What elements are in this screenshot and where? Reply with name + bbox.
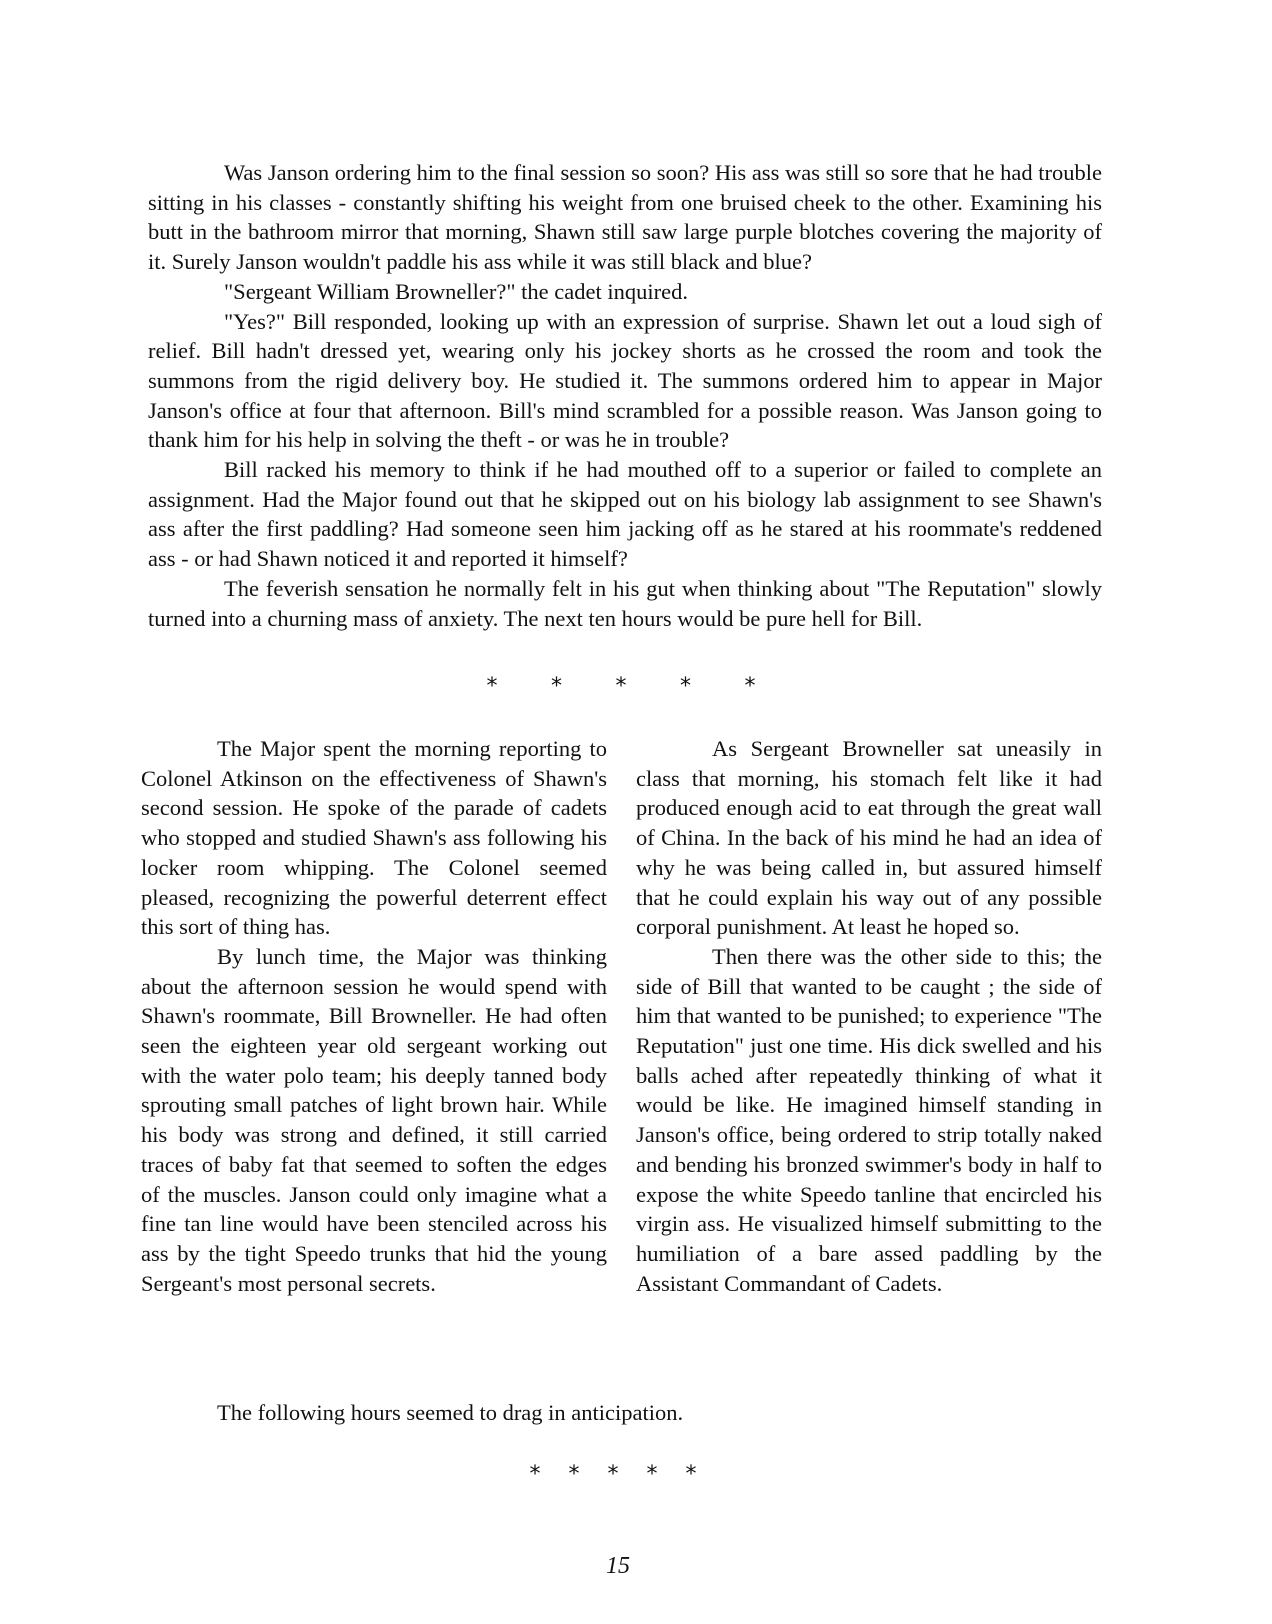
opening-text [148, 158, 1102, 633]
paragraph: The feverish sensation he normally felt in his gut when thinking about "The Reputation" slowly turned into a churning mass of anxiety. The next ten hours would be pure hell for Bill. [148, 575, 1102, 631]
closing-line: The following hours seemed to drag in anticipation. [217, 1400, 684, 1425]
paragraph: "Sergeant William Browneller?" the cadet inquired. [224, 278, 688, 304]
paragraph: The Major spent the morning reporting to Colonel Atkinson on the effectiveness of Shawn's second session. He spoke of the parade of cadets who stopped and studied Shawn's ass following his locker room whipping. The Colonel seemed pleased, recognizing the powerful deterrent effect this sort of thing has. [141, 736, 607, 940]
section-separator [485, 672, 757, 702]
asterisk: * [646, 1462, 658, 1487]
paragraph: By lunch time, the Major was thinking about the afternoon session he would spend with Shawn's roommate, Bill Browneller. He had often seen the eighteen year old sergeant working out with the water polo team; his deeply tanned body sprouting small patches of light brown hair. While his body was strong and defined, it still carried traces of baby fat that seemed to soften the edges of the muscles. Janson could only imagine what a fine tan line would have been stenciled across his ass by the tight Speedo trunks that hid the young Sergeant's most personal secrets. [141, 943, 607, 1296]
asterisk: * [744, 674, 756, 699]
asterisk: * [486, 674, 498, 699]
asterisk: * [568, 1462, 580, 1487]
left-column [141, 734, 607, 1298]
asterisk: * [615, 674, 627, 699]
right-column [636, 734, 1102, 1298]
paragraph: Bill racked his memory to think if he had mouthed off to a superior or failed to complete an assignment. Had the Major found out that he skipped out on his biology lab assignment to see Shawn's ass after the first paddling? Had someone seen him jacking off as he stared at his roommate's reddened ass - or had Shawn noticed it and reported it himself? [148, 457, 1102, 572]
asterisk: * [685, 1462, 697, 1487]
asterisk: * [680, 674, 691, 699]
asterisk: * [529, 1462, 541, 1487]
section-separator [528, 1460, 698, 1490]
page-number: 15 [606, 1553, 630, 1579]
paragraph: Then there was the other side to this; the side of Bill that wanted to be caught ; the side of him that wanted to be punished; to experience "The Reputation" just one time. His dick swelled and his balls ached after repeatedly thinking of what it would be like. He imagined himself standing in Janson's office, being ordered to strip totally naked and bending his bronzed swimmer's body in half to expose the white Speedo tanline that encircled his virgin ass. He visualized himself submitting to the humiliation of a bare assed paddling by the Assistant Commandant of Cadets. [636, 943, 1102, 1296]
paragraph: "Yes?" Bill responded, looking up with an expression of surprise. Shawn let out a loud sigh of relief. Bill hadn't dressed yet, wearing only his jockey shorts as he crossed the room and took the summons from the rigid delivery boy. He studied it. The summons ordered him to appear in Major Janson's office at four that afternoon. Bill's mind scrambled for a possible reason. Was Janson going to thank him for his help in solving the theft - or was he in trouble? [148, 308, 1102, 453]
paragraph: As Sergeant Browneller sat uneasily in class that morning, his stomach felt like it had produced enough acid to eat through the great wall of China. In the back of his mind he had an idea of why he was being called in, but assured himself that he could explain his way out of any possible corporal punishment. At least he hoped so. [636, 736, 1102, 940]
paragraph: Was Janson ordering him to the final session so soon? His ass was still so sore that he had trouble sitting in his classes - constantly shifting his weight from one bruised cheek to the other. Examining his butt in the bathroom mirror that morning, Shawn still saw large purple blotches covering the majority of it. Surely Janson wouldn't paddle his ass while it was still black and blue? [148, 160, 1102, 275]
asterisk: * [551, 674, 562, 699]
asterisk: * [607, 1462, 619, 1487]
